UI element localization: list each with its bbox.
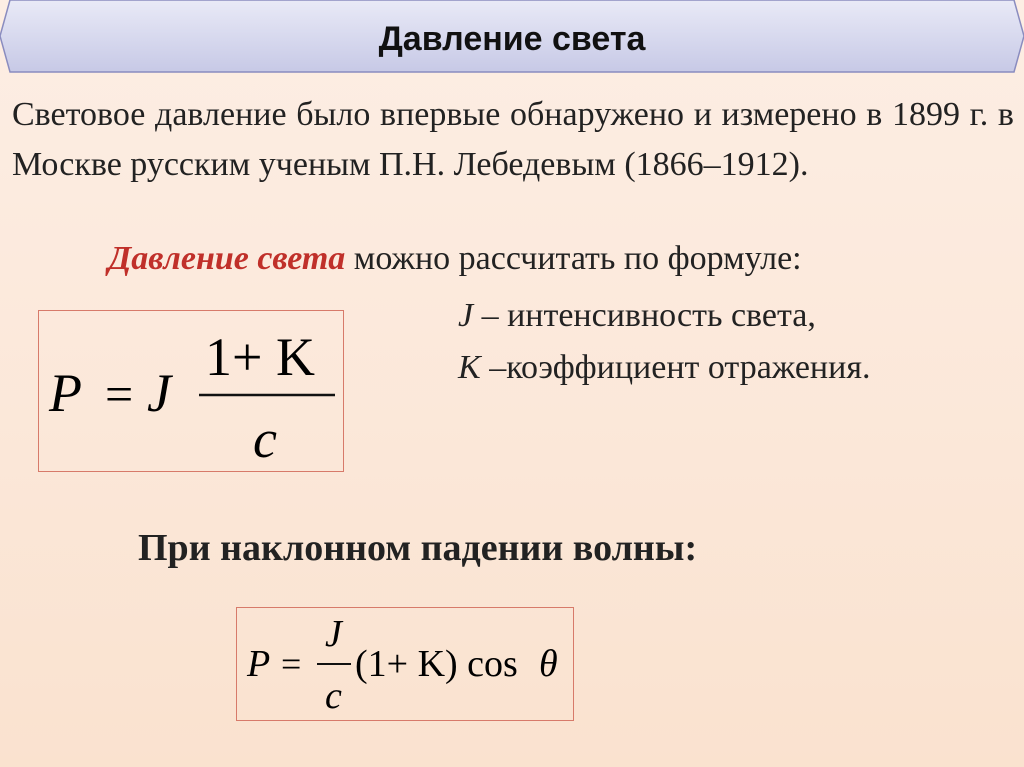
formula2-numerator: J [325,613,342,655]
title-banner [0,0,1024,78]
formula-intro [108,238,802,280]
formula-box-oblique [236,607,574,721]
legend-item: J – интенсивность света, [458,297,816,334]
formula-p: P [49,363,82,423]
formula-j: J [147,363,171,423]
formula-denominator: c [253,409,277,469]
formula-oblique [237,608,573,720]
page-title: Давление света [378,19,646,58]
formula2-denominator: c [325,675,342,717]
intro-paragraph: Световое давление было впервые обнаружено и измерено в 1899 г. в Москве русским ученым П.Н. Лебедевым (1866–1912). [12,96,1014,183]
formula2-p: P [247,643,271,685]
formula2-eq: = [281,644,302,684]
formula-main [39,311,343,471]
formula-intro-text: можно рассчитать по формуле: [345,240,802,277]
formula2-rest: (1+ K) cos [355,643,518,685]
formula-numerator: 1+ K [205,327,315,387]
highlighted-term: Давление света [108,240,346,277]
section-heading: При наклонном падении волны: [138,527,698,569]
legend-item: K –коэффициент отражения. [458,349,871,386]
variable-legend [458,290,870,394]
formula-box-main [38,310,344,472]
formula-eq: = [105,366,134,422]
formula2-theta: θ [539,643,558,685]
